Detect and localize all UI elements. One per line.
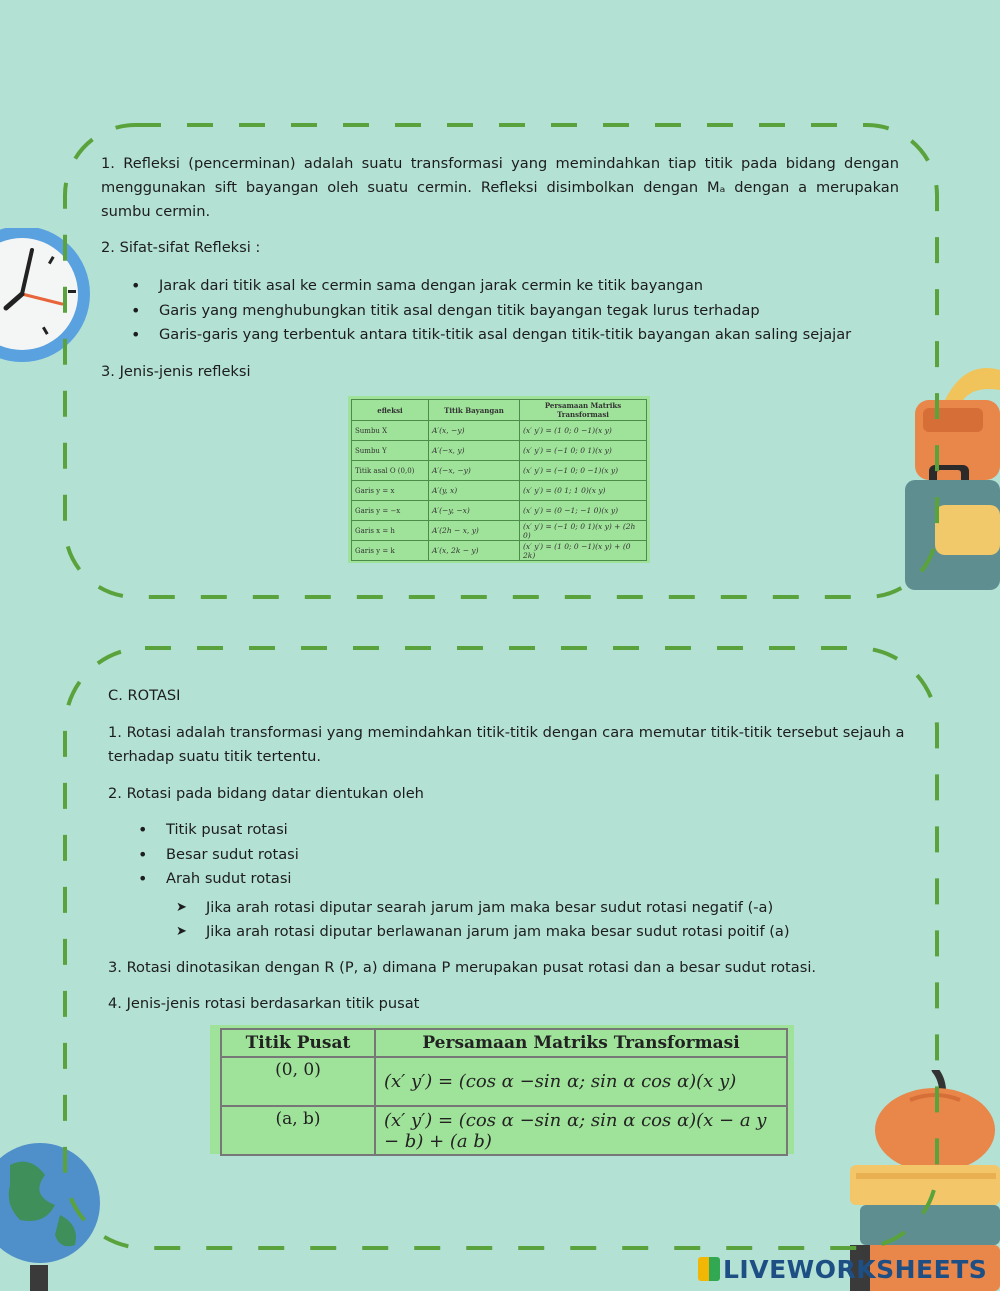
table-cell: Garis y = k: [352, 541, 429, 561]
reflection-table: [348, 396, 650, 563]
table-cell: A′(−y, −x): [429, 501, 520, 521]
table-cell: Sumbu Y: [352, 441, 429, 461]
table-header: Titik Pusat: [221, 1029, 375, 1057]
table-cell: (x′ y′) = (1 0; 0 −1)(x y) + (0 2k): [520, 541, 647, 561]
table-cell: Garis y = x: [352, 481, 429, 501]
section-reflection: [101, 152, 899, 384]
list-item: [108, 920, 908, 944]
table-cell: A′(2h − x, y): [429, 521, 520, 541]
reflection-types-title: 3. Jenis-jenis refleksi: [101, 362, 251, 380]
rotation-direction-list: [108, 896, 908, 944]
table-row: [221, 1106, 787, 1155]
table-cell: (x′ y′) = (0 −1; −1 0)(x y): [520, 501, 647, 521]
list-item: • Garis-garis yang terbentuk antara titik-titik asal dengan titik-titik bayangan akan saling sejajar: [101, 323, 899, 348]
rotation-determinants-title: 2. Rotasi pada bidang datar dientukan oleh: [108, 785, 424, 802]
rotation-determinants-list: [108, 818, 908, 892]
table-row: [352, 521, 647, 541]
table-cell: (x′ y′) = (−1 0; 0 1)(x y) + (2h 0): [520, 521, 647, 541]
table-cell: (0, 0): [221, 1057, 375, 1106]
rotation-table: [210, 1025, 794, 1154]
table-cell: (x′ y′) = (−1 0; 0 1)(x y): [520, 441, 647, 461]
list-item: [108, 896, 908, 920]
table-cell: A′(−x, y): [429, 441, 520, 461]
table-cell: (x′ y′) = (0 1; 1 0)(x y): [520, 481, 647, 501]
table-cell: A′(x, 2k − y): [429, 541, 520, 561]
list-item-label: Jika arah rotasi diputar berlawanan jarum jam maka besar sudut rotasi poitif (a): [206, 922, 790, 940]
table-cell: (x′ y′) = (cos α −sin α; sin α cos α)(x y): [375, 1057, 787, 1106]
list-item-label: Jika arah rotasi diputar searah jarum jam maka besar sudut rotasi negatif (-a): [206, 898, 774, 916]
globe-icon: [0, 1125, 110, 1291]
list-item: • Titik pusat rotasi: [108, 818, 908, 843]
table-cell: (x′ y′) = (cos α −sin α; sin α cos α)(x − a y − b) + (a b): [375, 1106, 787, 1155]
rotation-types-title: 4. Jenis-jenis rotasi berdasarkan titik pusat: [108, 994, 420, 1012]
list-item: • Garis yang menghubungkan titik asal dengan titik bayangan tegak lurus terhadap: [101, 299, 899, 324]
table-header-row: [221, 1029, 787, 1057]
backpack-icon: [905, 360, 1000, 590]
liveworksheets-badge-icon: [698, 1257, 720, 1281]
table-header: Titik Bayangan: [429, 400, 520, 421]
table-cell: A′(y, x): [429, 481, 520, 501]
rotation-notation: 3. Rotasi dinotasikan dengan R (P, a) dimana P merupakan pusat rotasi dan a besar sudut rotasi.: [108, 958, 817, 976]
reflection-properties-list: [101, 274, 899, 348]
table-cell: (x′ y′) = (1 0; 0 −1)(x y): [520, 421, 647, 441]
table-cell: (x′ y′) = (−1 0; 0 −1)(x y): [520, 461, 647, 481]
table-row: [352, 481, 647, 501]
list-item: • Arah sudut rotasi: [108, 867, 908, 892]
rotation-heading: C. ROTASI: [108, 687, 181, 704]
table-cell: Sumbu X: [352, 421, 429, 441]
table-cell: Titik asal O (0,0): [352, 461, 429, 481]
clock-icon: [0, 228, 95, 363]
arrow-right-icon: ➤: [176, 923, 187, 939]
logo-text: LIVEWORKSHEETS: [723, 1255, 988, 1284]
list-item: • Besar sudut rotasi: [108, 843, 908, 868]
table-cell: Garis x = h: [352, 521, 429, 541]
reflection-properties-title: 2. Sifat-sifat Refleksi :: [101, 239, 261, 256]
arrow-right-icon: ➤: [176, 899, 187, 915]
table-row: [352, 541, 647, 561]
table-row: [352, 421, 647, 441]
table-header: efleksi: [352, 400, 429, 421]
list-item: • Jarak dari titik asal ke cermin sama dengan jarak cermin ke titik bayangan: [101, 274, 899, 299]
table-row: [352, 461, 647, 481]
table-row: [352, 501, 647, 521]
table-cell: Garis y = −x: [352, 501, 429, 521]
table-cell: A′(−x, −y): [429, 461, 520, 481]
reflection-definition: 1. Refleksi (pencerminan) adalah suatu transformasi yang memindahkan tiap titik pada bidang dengan menggunakan sift bayangan oleh suatu cermin. Refleksi disimbolkan dengan Mₐ dengan a merupakan sumbu cermin.: [101, 155, 899, 220]
table-header-row: [352, 400, 647, 421]
table-cell: A′(x, −y): [429, 421, 520, 441]
table-header: Persamaan Matriks Transformasi: [520, 400, 647, 421]
section-rotation: [108, 684, 908, 1016]
table-row: [352, 441, 647, 461]
liveworksheets-logo[interactable]: [698, 1255, 987, 1284]
table-row: [221, 1057, 787, 1106]
table-cell: (a, b): [221, 1106, 375, 1155]
table-header: Persamaan Matriks Transformasi: [375, 1029, 787, 1057]
rotation-definition: 1. Rotasi adalah transformasi yang memindahkan titik-titik dengan cara memutar titik-titik tersebut sejauh a terhadap suatu titik tertentu.: [108, 724, 905, 765]
